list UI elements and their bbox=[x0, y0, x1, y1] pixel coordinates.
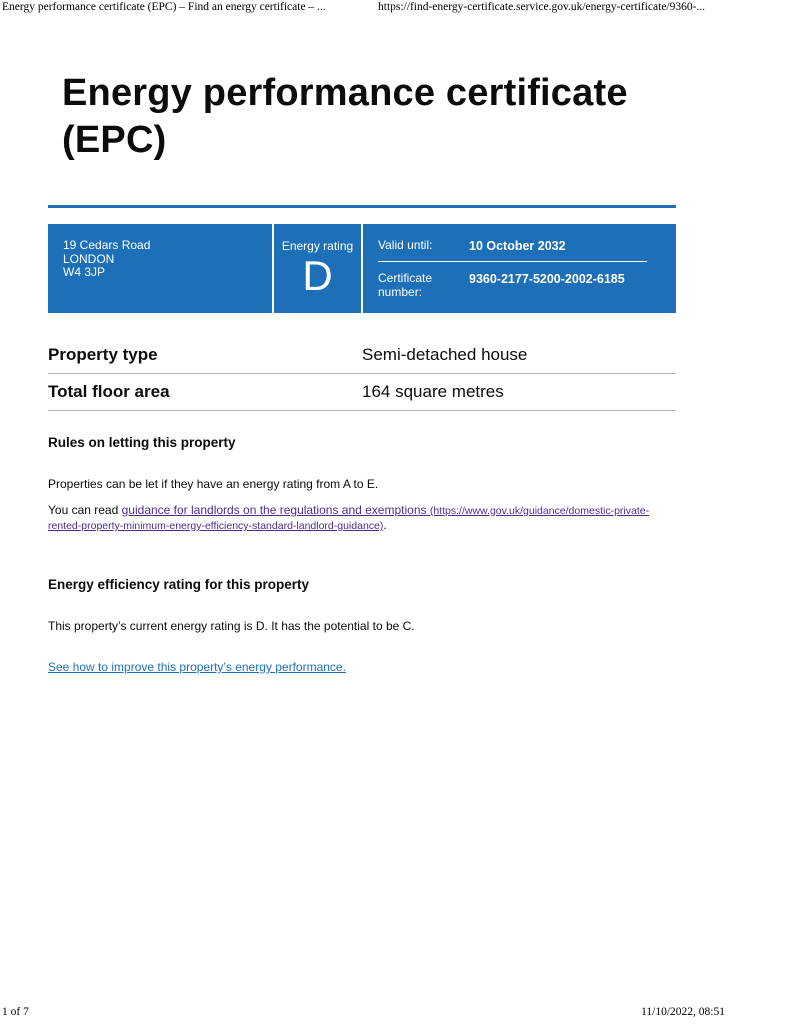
guidance-link-text: guidance for landlords on the regulations and exemptions bbox=[121, 503, 427, 517]
summary-row-floor-area bbox=[48, 374, 676, 411]
energy-efficiency-text: This property’s current energy rating is D. It has the potential to be C. bbox=[48, 619, 415, 633]
page-number: 1 of 7 bbox=[2, 1006, 29, 1018]
certificate-number-value: 9360-2177-5200-2002-6185 bbox=[469, 272, 625, 286]
address-line-1: 19 Cedars Road bbox=[63, 238, 151, 252]
guidance-prefix: You can read bbox=[48, 503, 122, 517]
summary-key: Property type bbox=[48, 345, 158, 364]
print-header-title: Energy performance certificate (EPC) – Find an energy certificate – ... bbox=[2, 1, 326, 13]
landlord-guidance-link[interactable] bbox=[48, 503, 649, 532]
valid-until-row bbox=[378, 239, 647, 262]
guidance-suffix: . bbox=[383, 518, 387, 532]
summary-row-property-type bbox=[48, 337, 676, 374]
certificate-details bbox=[363, 224, 676, 313]
summary-key: Total floor area bbox=[48, 382, 170, 401]
print-header bbox=[0, 0, 791, 20]
letting-guidance-text bbox=[48, 503, 676, 533]
valid-until-value: 10 October 2032 bbox=[469, 239, 566, 253]
print-datetime: 11/10/2022, 08:51 bbox=[641, 1006, 725, 1018]
guidance-link-url: (https://www.gov.uk/guidance/domestic-private-rented-property-minimum-energy-efficiency-standard-landlord-guidance) bbox=[48, 505, 650, 532]
certificate-number-label: Certificate number: bbox=[378, 271, 433, 299]
energy-rating-label: Energy rating bbox=[281, 239, 354, 253]
energy-efficiency-heading: Energy efficiency rating for this property bbox=[48, 577, 310, 592]
energy-rating-panel bbox=[274, 224, 361, 313]
certificate-number-row bbox=[378, 262, 647, 299]
summary-value: Semi-detached house bbox=[362, 345, 528, 364]
energy-efficiency-section bbox=[48, 577, 676, 674]
valid-until-label: Valid until: bbox=[378, 238, 433, 252]
address-postcode: W4 3JP bbox=[63, 265, 106, 279]
address-line-2: LONDON bbox=[63, 251, 115, 266]
letting-rules-text: Properties can be let if they have an energy rating from A to E. bbox=[48, 477, 379, 491]
epc-summary-banner bbox=[48, 224, 676, 313]
property-address bbox=[48, 224, 272, 313]
energy-rating-letter: D bbox=[302, 252, 333, 299]
improve-performance-link[interactable]: See how to improve this property’s energy performance. bbox=[48, 660, 346, 674]
letting-rules-heading: Rules on letting this property bbox=[48, 435, 236, 450]
print-footer bbox=[0, 1004, 791, 1024]
title-divider bbox=[48, 205, 676, 208]
property-summary-list bbox=[48, 337, 676, 411]
print-header-url: https://find-energy-certificate.service.gov.uk/energy-certificate/9360-... bbox=[378, 1, 706, 13]
page-title: Energy performance certificate (EPC) bbox=[62, 72, 628, 161]
summary-value: 164 square metres bbox=[362, 382, 504, 401]
letting-rules-section bbox=[48, 435, 676, 533]
